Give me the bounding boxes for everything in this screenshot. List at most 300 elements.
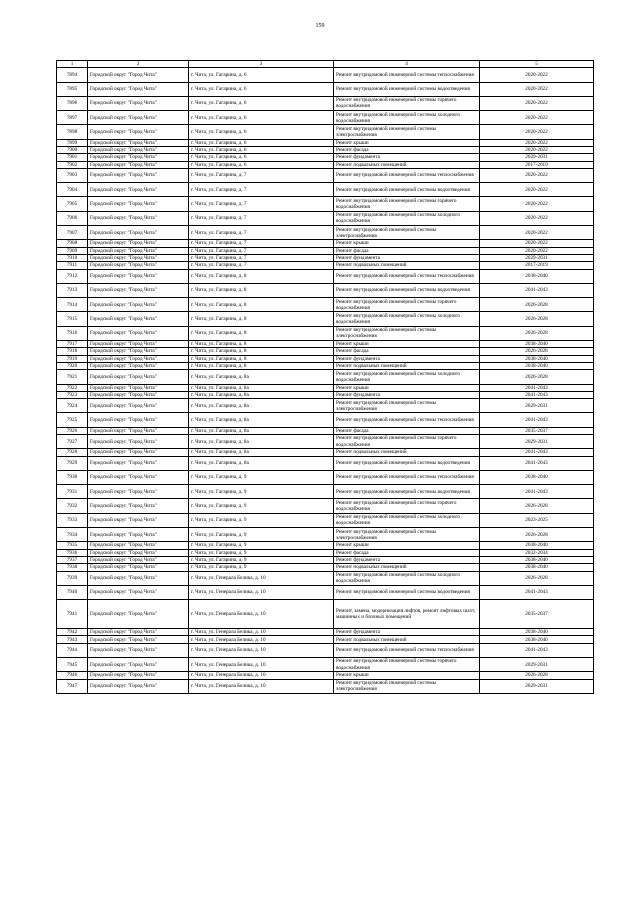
work-type-cell: Ремонт фундамента: [334, 629, 480, 636]
row-number-cell: 7905: [57, 197, 88, 211]
period-cell: 2029-2031: [480, 435, 594, 449]
address-cell: г. Чита, ул. Гагарина, д. 9: [189, 564, 334, 571]
table-row: [57, 348, 594, 355]
municipality-cell: Городской округ "Город Чита": [88, 456, 189, 470]
municipality-cell: Городской округ "Город Чита": [88, 427, 189, 434]
table-row: [57, 254, 594, 261]
table-row: [57, 672, 594, 679]
period-cell: 2038-2040: [480, 542, 594, 549]
work-type-cell: Ремонт фасада: [334, 146, 480, 153]
municipality-cell: Городской округ "Город Чита": [88, 549, 189, 556]
table-row: [57, 355, 594, 362]
municipality-cell: Городской округ "Город Чита": [88, 449, 189, 456]
work-type-cell: Ремонт внутридомовой инженерной системы теплоснабжения: [334, 470, 480, 484]
row-number-cell: 7902: [57, 161, 88, 168]
municipality-cell: Городской округ "Город Чита": [88, 326, 189, 340]
address-cell: г. Чита, ул. Гагарина, д. 6: [189, 111, 334, 125]
table-row: [57, 226, 594, 240]
row-number-cell: 7899: [57, 139, 88, 146]
table-row: [57, 456, 594, 470]
address-cell: г. Чита, ул. Гагарина, д. 8: [189, 348, 334, 355]
work-type-cell: Ремонт внутридомовой инженерной системы водоотведения: [334, 456, 480, 470]
work-type-cell: Ремонт внутридомовой инженерной системы холодного водоснабжения: [334, 211, 480, 225]
row-number-cell: 7916: [57, 326, 88, 340]
column-header: 1: [57, 61, 88, 68]
address-cell: г. Чита, ул. Гагарина, д. 6: [189, 82, 334, 96]
work-type-cell: Ремонт внутридомовой инженерной системы электроснабжения: [334, 528, 480, 542]
work-type-cell: Ремонт, замена, модернизация лифтов, ремонт лифтовых шахт, машинных и блочных помещений: [334, 600, 480, 629]
work-type-cell: Ремонт внутридомовой инженерной системы теплоснабжения: [334, 643, 480, 657]
period-cell: 2026-2028: [480, 298, 594, 312]
row-number-cell: 7941: [57, 600, 88, 629]
table-row: [57, 427, 594, 434]
row-number-cell: 7945: [57, 658, 88, 672]
address-cell: г. Чита, ул. Гагарина, д. 6: [189, 125, 334, 139]
table-row: [57, 564, 594, 571]
table-row: [57, 556, 594, 563]
row-number-cell: 7907: [57, 226, 88, 240]
municipality-cell: Городской округ "Город Чита": [88, 254, 189, 261]
row-number-cell: 7935: [57, 542, 88, 549]
address-cell: г. Чита, ул. Генерала Белика, д. 10: [189, 672, 334, 679]
row-number-cell: 7925: [57, 413, 88, 427]
address-cell: г. Чита, ул. Гагарина, д. 8а: [189, 384, 334, 391]
work-type-cell: Ремонт фундамента: [334, 254, 480, 261]
municipality-cell: Городской округ "Город Чита": [88, 391, 189, 398]
work-type-cell: Ремонт внутридомовой инженерной системы холодного водоснабжения: [334, 312, 480, 326]
table-row: [57, 449, 594, 456]
address-cell: г. Чита, ул. Гагарина, д. 6: [189, 146, 334, 153]
municipality-cell: Городской округ "Город Чита": [88, 68, 189, 82]
period-cell: 2020-2022: [480, 111, 594, 125]
period-cell: 2038-2040: [480, 362, 594, 369]
municipality-cell: Городской округ "Город Чита": [88, 298, 189, 312]
work-type-cell: Ремонт внутридомовой инженерной системы холодного водоснабжения: [334, 370, 480, 384]
municipality-cell: Городской округ "Город Чита": [88, 528, 189, 542]
municipality-cell: Городской округ "Город Чита": [88, 341, 189, 348]
address-cell: г. Чита, ул. Гагарина, д. 8: [189, 298, 334, 312]
period-cell: 2038-2040: [480, 341, 594, 348]
municipality-cell: Городской округ "Город Чита": [88, 564, 189, 571]
row-number-cell: 7898: [57, 125, 88, 139]
work-type-cell: Ремонт внутридомовой инженерной системы электроснабжения: [334, 226, 480, 240]
table-row: [57, 68, 594, 82]
period-cell: 2020-2022: [480, 168, 594, 182]
period-cell: 2020-2022: [480, 139, 594, 146]
work-type-cell: Ремонт фундамента: [334, 355, 480, 362]
work-type-cell: Ремонт фундамента: [334, 391, 480, 398]
row-number-cell: 7946: [57, 672, 88, 679]
period-cell: 2038-2040: [480, 636, 594, 643]
period-cell: 2041-2043: [480, 384, 594, 391]
table-row: [57, 485, 594, 499]
work-type-cell: Ремонт фасада: [334, 427, 480, 434]
table-row: [57, 168, 594, 182]
municipality-cell: Городской округ "Город Чита": [88, 485, 189, 499]
table-row: [57, 384, 594, 391]
period-cell: 2038-2040: [480, 564, 594, 571]
table-row: [57, 183, 594, 197]
address-cell: г. Чита, ул. Гагарина, д. 6: [189, 68, 334, 82]
table-row: [57, 146, 594, 153]
column-header: 3: [189, 61, 334, 68]
work-type-cell: Ремонт внутридомовой инженерной системы горячего водоснабжения: [334, 658, 480, 672]
row-number-cell: 7934: [57, 528, 88, 542]
period-cell: 2038-2040: [480, 629, 594, 636]
table-row: [57, 96, 594, 110]
period-cell: 2041-2043: [480, 413, 594, 427]
address-cell: г. Чита, ул. Гагарина, д. 8а: [189, 435, 334, 449]
address-cell: г. Чита, ул. Гагарина, д. 7: [189, 168, 334, 182]
municipality-cell: Городской округ "Город Чита": [88, 672, 189, 679]
table-row: [57, 636, 594, 643]
period-cell: 2026-2028: [480, 312, 594, 326]
municipality-cell: Городской округ "Город Чита": [88, 312, 189, 326]
period-cell: 2026-2028: [480, 348, 594, 355]
period-cell: 2029-2031: [480, 399, 594, 413]
row-number-cell: 7908: [57, 240, 88, 247]
table-row: [57, 399, 594, 413]
address-cell: г. Чита, ул. Генерала Белика, д. 10: [189, 658, 334, 672]
address-cell: г. Чита, ул. Гагарина, д. 7: [189, 254, 334, 261]
table-row: [57, 197, 594, 211]
table-row: [57, 362, 594, 369]
address-cell: г. Чита, ул. Гагарина, д. 6: [189, 154, 334, 161]
municipality-cell: Городской округ "Город Чита": [88, 262, 189, 269]
table-row: [57, 513, 594, 527]
address-cell: г. Чита, ул. Гагарина, д. 6: [189, 161, 334, 168]
work-type-cell: Ремонт крыши: [334, 139, 480, 146]
municipality-cell: Городской округ "Город Чита": [88, 146, 189, 153]
municipality-cell: Городской округ "Город Чита": [88, 384, 189, 391]
row-number-cell: 7897: [57, 111, 88, 125]
table-row: [57, 298, 594, 312]
row-number-cell: 7923: [57, 391, 88, 398]
capital-repair-table: [56, 60, 594, 694]
period-cell: 2026-2028: [480, 326, 594, 340]
row-number-cell: 7947: [57, 679, 88, 693]
table-row: [57, 549, 594, 556]
period-cell: 2020-2022: [480, 125, 594, 139]
address-cell: г. Чита, ул. Гагарина, д. 7: [189, 197, 334, 211]
row-number-cell: 7900: [57, 146, 88, 153]
address-cell: г. Чита, ул. Гагарина, д. 8а: [189, 456, 334, 470]
municipality-cell: Городской округ "Город Чита": [88, 125, 189, 139]
address-cell: г. Чита, ул. Гагарина, д. 9: [189, 485, 334, 499]
row-number-cell: 7911: [57, 262, 88, 269]
period-cell: 2032-2034: [480, 549, 594, 556]
period-cell: 2026-2028: [480, 528, 594, 542]
municipality-cell: Городской округ "Город Чита": [88, 636, 189, 643]
municipality-cell: Городской округ "Город Чита": [88, 399, 189, 413]
work-type-cell: Ремонт подвальных помещений: [334, 449, 480, 456]
municipality-cell: Городской округ "Город Чита": [88, 679, 189, 693]
period-cell: 2029-2031: [480, 679, 594, 693]
municipality-cell: Городской округ "Город Чита": [88, 470, 189, 484]
address-cell: г. Чита, ул. Гагарина, д. 8: [189, 355, 334, 362]
row-number-cell: 7930: [57, 470, 88, 484]
table-row: [57, 111, 594, 125]
address-cell: г. Чита, ул. Гагарина, д. 8: [189, 341, 334, 348]
municipality-cell: Городской округ "Город Чита": [88, 269, 189, 283]
table-row: [57, 82, 594, 96]
period-cell: 2020-2022: [480, 247, 594, 254]
period-cell: 2020-2022: [480, 226, 594, 240]
period-cell: 2041-2043: [480, 585, 594, 599]
row-number-cell: 7915: [57, 312, 88, 326]
municipality-cell: Городской округ "Город Чита": [88, 197, 189, 211]
table-row: [57, 247, 594, 254]
municipality-cell: Городской округ "Город Чита": [88, 139, 189, 146]
work-type-cell: Ремонт внутридомовой инженерной системы электроснабжения: [334, 679, 480, 693]
municipality-cell: Городской округ "Город Чита": [88, 247, 189, 254]
municipality-cell: Городской округ "Город Чита": [88, 370, 189, 384]
row-number-cell: 7936: [57, 549, 88, 556]
row-number-cell: 7918: [57, 348, 88, 355]
work-type-cell: Ремонт внутридомовой инженерной системы водоотведения: [334, 485, 480, 499]
table-row: [57, 240, 594, 247]
row-number-cell: 7938: [57, 564, 88, 571]
municipality-cell: Городской округ "Город Чита": [88, 283, 189, 297]
period-cell: 2035-2037: [480, 427, 594, 434]
row-number-cell: 7928: [57, 449, 88, 456]
period-cell: 2026-2028: [480, 672, 594, 679]
address-cell: г. Чита, ул. Гагарина, д. 7: [189, 226, 334, 240]
row-number-cell: 7910: [57, 254, 88, 261]
period-cell: 2038-2040: [480, 470, 594, 484]
period-cell: 2026-2028: [480, 571, 594, 585]
municipality-cell: Городской округ "Город Чита": [88, 542, 189, 549]
table-row: [57, 211, 594, 225]
period-cell: 2029-2031: [480, 254, 594, 261]
period-cell: 2038-2040: [480, 355, 594, 362]
row-number-cell: 7926: [57, 427, 88, 434]
table-row: [57, 370, 594, 384]
municipality-cell: Городской округ "Город Чита": [88, 413, 189, 427]
table-row: [57, 499, 594, 513]
municipality-cell: Городской округ "Город Чита": [88, 629, 189, 636]
municipality-cell: Городской округ "Город Чита": [88, 362, 189, 369]
table-row: [57, 326, 594, 340]
work-type-cell: Ремонт внутридомовой инженерной системы холодного водоснабжения: [334, 513, 480, 527]
period-cell: 2026-2028: [480, 499, 594, 513]
period-cell: 2020-2022: [480, 68, 594, 82]
address-cell: г. Чита, ул. Гагарина, д. 8а: [189, 427, 334, 434]
work-type-cell: Ремонт фасада: [334, 247, 480, 254]
period-cell: 2023-2025: [480, 513, 594, 527]
municipality-cell: Городской округ "Город Чита": [88, 556, 189, 563]
address-cell: г. Чита, ул. Гагарина, д. 9: [189, 470, 334, 484]
address-cell: г. Чита, ул. Гагарина, д. 9: [189, 549, 334, 556]
row-number-cell: 7932: [57, 499, 88, 513]
work-type-cell: Ремонт внутридомовой инженерной системы теплоснабжения: [334, 68, 480, 82]
table-row: [57, 139, 594, 146]
address-cell: г. Чита, ул. Генерала Белика, д. 10: [189, 600, 334, 629]
row-number-cell: 7913: [57, 283, 88, 297]
municipality-cell: Городской округ "Город Чита": [88, 571, 189, 585]
address-cell: г. Чита, ул. Генерала Белика, д. 10: [189, 679, 334, 693]
address-cell: г. Чита, ул. Гагарина, д. 8: [189, 283, 334, 297]
municipality-cell: Городской округ "Город Чита": [88, 600, 189, 629]
period-cell: 2038-2040: [480, 269, 594, 283]
work-type-cell: Ремонт крыши: [334, 341, 480, 348]
address-cell: г. Чита, ул. Генерала Белика, д. 10: [189, 629, 334, 636]
work-type-cell: Ремонт внутридомовой инженерной системы электроснабжения: [334, 125, 480, 139]
work-type-cell: Ремонт внутридомовой инженерной системы теплоснабжения: [334, 413, 480, 427]
address-cell: г. Чита, ул. Гагарина, д. 7: [189, 183, 334, 197]
period-cell: 2041-2043: [480, 449, 594, 456]
address-cell: г. Чита, ул. Гагарина, д. 9: [189, 513, 334, 527]
table-row: [57, 283, 594, 297]
municipality-cell: Городской округ "Город Чита": [88, 168, 189, 182]
work-type-cell: Ремонт фундамента: [334, 154, 480, 161]
row-number-cell: 7906: [57, 211, 88, 225]
row-number-cell: 7940: [57, 585, 88, 599]
municipality-cell: Городской округ "Город Чита": [88, 513, 189, 527]
table-row: [57, 125, 594, 139]
row-number-cell: 7894: [57, 68, 88, 82]
table-row: [57, 161, 594, 168]
municipality-cell: Городской округ "Город Чита": [88, 154, 189, 161]
table-row: [57, 341, 594, 348]
municipality-cell: Городской округ "Город Чита": [88, 111, 189, 125]
row-number-cell: 7903: [57, 168, 88, 182]
work-type-cell: Ремонт внутридомовой инженерной системы теплоснабжения: [334, 269, 480, 283]
column-header: 4: [334, 61, 480, 68]
address-cell: г. Чита, ул. Гагарина, д. 6: [189, 96, 334, 110]
work-type-cell: Ремонт фундамента: [334, 556, 480, 563]
address-cell: г. Чита, ул. Генерала Белика, д. 10: [189, 636, 334, 643]
page-number: 159: [315, 23, 325, 29]
work-type-cell: Ремонт внутридомовой инженерной системы водоотведения: [334, 283, 480, 297]
address-cell: г. Чита, ул. Гагарина, д. 8а: [189, 399, 334, 413]
row-number-cell: 7927: [57, 435, 88, 449]
row-number-cell: 7904: [57, 183, 88, 197]
table-row: [57, 542, 594, 549]
address-cell: г. Чита, ул. Гагарина, д. 9: [189, 528, 334, 542]
municipality-cell: Городской округ "Город Чита": [88, 240, 189, 247]
municipality-cell: Городской округ "Город Чита": [88, 435, 189, 449]
work-type-cell: Ремонт внутридомовой инженерной системы горячего водоснабжения: [334, 435, 480, 449]
row-number-cell: 7914: [57, 298, 88, 312]
municipality-cell: Городской округ "Город Чита": [88, 183, 189, 197]
period-cell: 2035-2037: [480, 600, 594, 629]
work-type-cell: Ремонт крыши: [334, 542, 480, 549]
table-row: [57, 629, 594, 636]
work-type-cell: Ремонт подвальных помещений: [334, 362, 480, 369]
row-number-cell: 7895: [57, 82, 88, 96]
work-type-cell: Ремонт подвальных помещений: [334, 636, 480, 643]
address-cell: г. Чита, ул. Гагарина, д. 8а: [189, 391, 334, 398]
table-row: [57, 679, 594, 693]
address-cell: г. Чита, ул. Гагарина, д. 9: [189, 542, 334, 549]
municipality-cell: Городской округ "Город Чита": [88, 499, 189, 513]
period-cell: 2041-2043: [480, 283, 594, 297]
table-row: [57, 571, 594, 585]
address-cell: г. Чита, ул. Гагарина, д. 8: [189, 362, 334, 369]
period-cell: 2020-2022: [480, 183, 594, 197]
work-type-cell: Ремонт внутридомовой инженерной системы водоотведения: [334, 585, 480, 599]
column-header: 5: [480, 61, 594, 68]
work-type-cell: Ремонт внутридомовой инженерной системы водоотведения: [334, 82, 480, 96]
period-cell: 2041-2043: [480, 456, 594, 470]
work-type-cell: Ремонт внутридомовой инженерной системы горячего водоснабжения: [334, 96, 480, 110]
address-cell: г. Чита, ул. Гагарина, д. 8а: [189, 413, 334, 427]
municipality-cell: Городской округ "Город Чита": [88, 348, 189, 355]
row-number-cell: 7939: [57, 571, 88, 585]
period-cell: 2041-2043: [480, 391, 594, 398]
municipality-cell: Городской округ "Город Чита": [88, 585, 189, 599]
address-cell: г. Чита, ул. Гагарина, д. 8а: [189, 370, 334, 384]
municipality-cell: Городской округ "Город Чита": [88, 82, 189, 96]
period-cell: 2020-2022: [480, 96, 594, 110]
municipality-cell: Городской округ "Город Чита": [88, 658, 189, 672]
row-number-cell: 7909: [57, 247, 88, 254]
address-cell: г. Чита, ул. Генерала Белика, д. 10: [189, 585, 334, 599]
work-type-cell: Ремонт внутридомовой инженерной системы электроснабжения: [334, 399, 480, 413]
work-type-cell: Ремонт внутридомовой инженерной системы водоотведения: [334, 183, 480, 197]
work-type-cell: Ремонт фасада: [334, 549, 480, 556]
table-row: [57, 470, 594, 484]
row-number-cell: 7920: [57, 362, 88, 369]
municipality-cell: Городской округ "Город Чита": [88, 355, 189, 362]
row-number-cell: 7942: [57, 629, 88, 636]
address-cell: г. Чита, ул. Гагарина, д. 8а: [189, 449, 334, 456]
work-type-cell: Ремонт внутридомовой инженерной системы теплоснабжения: [334, 168, 480, 182]
work-type-cell: Ремонт внутридомовой инженерной системы электроснабжения: [334, 326, 480, 340]
row-number-cell: 7912: [57, 269, 88, 283]
work-type-cell: Ремонт крыши: [334, 672, 480, 679]
row-number-cell: 7944: [57, 643, 88, 657]
address-cell: г. Чита, ул. Гагарина, д. 7: [189, 247, 334, 254]
row-number-cell: 7931: [57, 485, 88, 499]
table-row: [57, 658, 594, 672]
address-cell: г. Чита, ул. Гагарина, д. 6: [189, 139, 334, 146]
row-number-cell: 7917: [57, 341, 88, 348]
row-number-cell: 7896: [57, 96, 88, 110]
row-number-cell: 7922: [57, 384, 88, 391]
table-header-row: [57, 61, 594, 68]
row-number-cell: 7921: [57, 370, 88, 384]
address-cell: г. Чита, ул. Гагарина, д. 8: [189, 269, 334, 283]
table-row: [57, 413, 594, 427]
work-type-cell: Ремонт внутридомовой инженерной системы холодного водоснабжения: [334, 571, 480, 585]
address-cell: г. Чита, ул. Гагарина, д. 7: [189, 240, 334, 247]
work-type-cell: Ремонт подвальных помещений: [334, 161, 480, 168]
address-cell: г. Чита, ул. Генерала Белика, д. 10: [189, 571, 334, 585]
address-cell: г. Чита, ул. Гагарина, д. 9: [189, 556, 334, 563]
period-cell: 2020-2022: [480, 82, 594, 96]
work-type-cell: Ремонт крыши: [334, 384, 480, 391]
row-number-cell: 7929: [57, 456, 88, 470]
table-row: [57, 643, 594, 657]
work-type-cell: Ремонт фасада: [334, 348, 480, 355]
period-cell: 2020-2022: [480, 197, 594, 211]
work-type-cell: Ремонт подвальных помещений: [334, 262, 480, 269]
table-row: [57, 154, 594, 161]
row-number-cell: 7943: [57, 636, 88, 643]
period-cell: 2029-2031: [480, 154, 594, 161]
period-cell: 2041-2043: [480, 485, 594, 499]
address-cell: г. Чита, ул. Гагарина, д. 9: [189, 499, 334, 513]
row-number-cell: 7924: [57, 399, 88, 413]
address-cell: г. Чита, ул. Гагарина, д. 8: [189, 312, 334, 326]
work-type-cell: Ремонт внутридомовой инженерной системы горячего водоснабжения: [334, 298, 480, 312]
work-type-cell: Ремонт подвальных помещений: [334, 564, 480, 571]
column-header: 2: [88, 61, 189, 68]
period-cell: 2020-2022: [480, 240, 594, 247]
period-cell: 2041-2043: [480, 643, 594, 657]
